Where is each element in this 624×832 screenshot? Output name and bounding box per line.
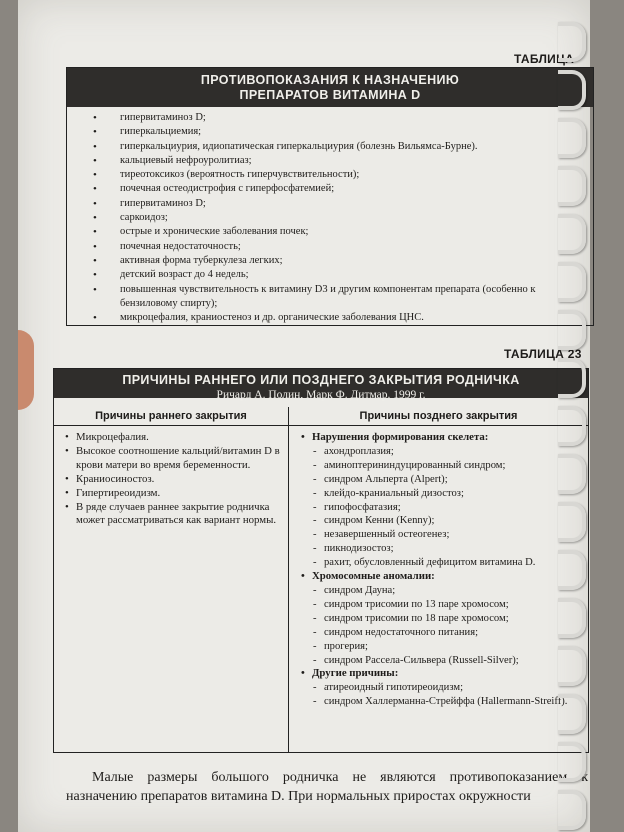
contraindication-item: • кальциевый нефроуролитиаз;	[67, 154, 593, 168]
contraindication-item: • гиперкальциурия, идиопатическая гиперкальциурия (болезнь Вильямса-Бурне).	[67, 140, 593, 154]
binding-ring	[558, 406, 586, 446]
late-cause-item: - клейдо-краниальный дизостоз;	[298, 487, 584, 501]
binding-ring	[558, 502, 586, 542]
contraindication-item: • активная форма туберкулеза легких;	[67, 254, 593, 268]
late-cause-item: - незавершенный остеогенез;	[298, 528, 584, 542]
early-cause-item: • Микроцефалия.	[62, 431, 284, 445]
binding-ring	[558, 214, 586, 254]
binding-ring	[558, 22, 586, 62]
table23-title: ПРИЧИНЫ РАННЕГО ИЛИ ПОЗДНЕГО ЗАКРЫТИЯ РОДНИЧКА	[122, 373, 520, 387]
binding-ring	[558, 790, 586, 830]
contraindication-item: • гипервитаминоз D;	[67, 111, 593, 125]
early-cause-item: • Гипертиреоидизм.	[62, 487, 284, 501]
binding-ring	[558, 118, 586, 158]
thumb	[18, 330, 34, 410]
binding-ring	[558, 550, 586, 590]
book-page	[18, 0, 590, 832]
table23-label: ТАБЛИЦА 23	[504, 347, 582, 361]
contraindication-item: • микроцефалия, краниостеноз и др. органические заболевания ЦНС.	[67, 311, 593, 325]
binding-ring	[558, 262, 586, 302]
table22-title-line1: ПРОТИВОПОКАЗАНИЯ К НАЗНАЧЕНИЮ	[200, 73, 460, 87]
late-cause-group-title: • Хромосомные аномалии:	[298, 570, 584, 584]
table23-header	[54, 369, 588, 401]
contraindication-item: • гиперкальциемия;	[67, 125, 593, 139]
table22-label: ТАБЛИЦА	[514, 52, 575, 66]
late-cause-item: - синдром Дауна;	[298, 584, 584, 598]
table22-box	[66, 67, 594, 326]
binding-ring	[558, 646, 586, 686]
late-closure-header: Причины позднего закрытия	[289, 407, 588, 426]
contraindication-item: • острые и хронические заболевания почек;	[67, 225, 593, 239]
late-cause-item: - атиреоидный гипотиреоидизм;	[298, 681, 584, 695]
late-cause-item: - синдром трисомии по 13 паре хромосом;	[298, 598, 584, 612]
column-divider	[288, 407, 289, 752]
late-cause-group-title: • Другие причины:	[298, 667, 584, 681]
late-cause-item: - пикнодизостоз;	[298, 542, 584, 556]
early-cause-item: • Высокое соотношение кальций/витамин D в крови матери во время беременности.	[62, 445, 284, 473]
late-cause-item: - гипофосфатазия;	[298, 501, 584, 515]
late-cause-item: - синдром Халлерманна-Стрейффа (Hallermann-Streiff).	[298, 695, 584, 709]
late-cause-item: - синдром трисомии по 18 паре хромосом;	[298, 612, 584, 626]
table23-subtitle: Ричард А. Полин, Марк Ф. Дитмар. 1999 г.	[216, 389, 426, 401]
late-cause-item: - синдром Кенни (Kenny);	[298, 514, 584, 528]
contraindication-item: • почечная недостаточность;	[67, 240, 593, 254]
early-cause-item: • В ряде случаев раннее закрытие родничка может рассматриваться как вариант нормы.	[62, 501, 284, 529]
contraindication-item: • саркоидоз;	[67, 211, 593, 225]
spiral-binding	[556, 0, 586, 832]
contraindication-item: • детский возраст до 4 недель;	[67, 268, 593, 282]
late-cause-item: - рахит, обусловленный дефицитом витамина D.	[298, 556, 584, 570]
binding-ring	[558, 358, 586, 398]
late-closure-column	[298, 431, 584, 709]
late-cause-item: - ахондроплазия;	[298, 445, 584, 459]
contraindication-item: • повышенная чувствительность к витамину D3 и другим компонентам препарата (особенно к бензиловому спирту);	[67, 283, 593, 312]
early-cause-item: • Краниосиностоз.	[62, 473, 284, 487]
binding-ring	[558, 70, 586, 110]
body-paragraph: Малые размеры большого родничка не являются противопоказанием к назначению препаратов витамина D. При нормальных приростах окружности	[66, 770, 588, 804]
binding-ring	[558, 598, 586, 638]
binding-ring	[558, 694, 586, 734]
early-closure-column	[62, 431, 284, 528]
late-cause-item: - аминоптерининдуцированный синдром;	[298, 459, 584, 473]
contraindication-item: • гипервитаминоз D;	[67, 197, 593, 211]
contraindications-list	[67, 111, 593, 325]
binding-ring	[558, 454, 586, 494]
late-cause-item: - синдром Альперта (Alpert);	[298, 473, 584, 487]
table22-header	[67, 68, 593, 107]
late-cause-item: - синдром недостаточного питания;	[298, 626, 584, 640]
late-cause-group-title: • Нарушения формирования скелета:	[298, 431, 584, 445]
binding-ring	[558, 310, 586, 350]
early-closure-header: Причины раннего закрытия	[54, 407, 288, 426]
table22-title-line2: ПРЕПАРАТОВ ВИТАМИНА D	[239, 88, 421, 102]
table23-box	[53, 368, 589, 753]
late-cause-item: - прогерия;	[298, 640, 584, 654]
contraindication-item: • тиреотоксикоз (вероятность гиперчувствительности);	[67, 168, 593, 182]
binding-ring	[558, 742, 586, 782]
binding-ring	[558, 166, 586, 206]
contraindication-item: • почечная остеодистрофия с гиперфосфатемией;	[67, 182, 593, 196]
late-cause-item: - синдром Рассела-Сильвера (Russell-Silver);	[298, 654, 584, 668]
